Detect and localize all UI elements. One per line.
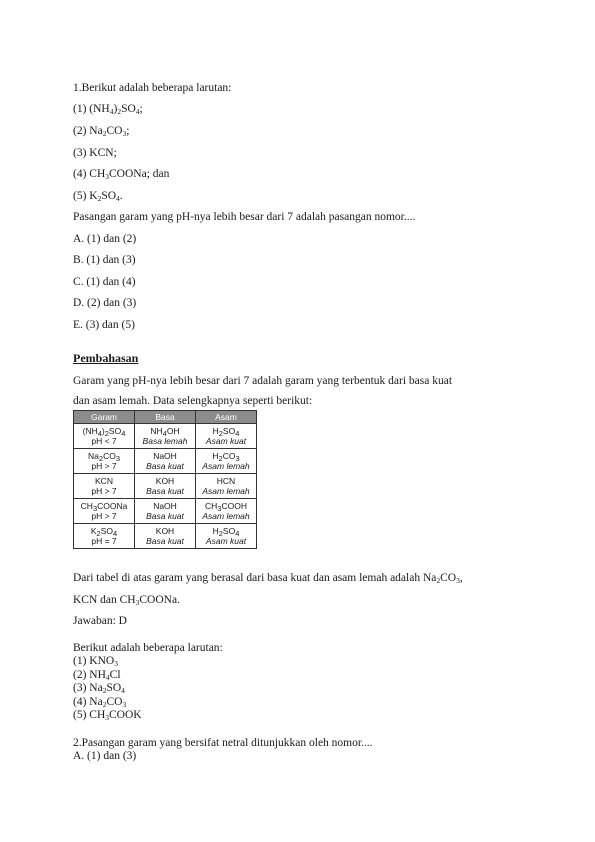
cell-asam: $CH_3COOH$ Asam lemah [196,499,257,524]
table-row [74,524,257,549]
header-asam: Asam [196,411,257,424]
header-basa: Basa [135,411,196,424]
q2-item-4: (4) $Na_2CO_3$ [73,696,127,709]
asam-note: Asam lemah [202,511,250,521]
q1-option-a: A. (1) dan (2) [73,233,137,245]
q1-intro: 1.Berikut adalah beberapa larutan: [73,82,232,94]
answer-line: Jawaban: D [73,615,127,627]
q1-item-2: (2) $Na_2CO_3$; [73,125,130,138]
basa-note: Basa kuat [146,486,184,496]
q2-option-a: A. (1) dan (3) [73,750,137,762]
table-row [74,499,257,524]
table-row [74,474,257,499]
asam-note: Asam kuat [205,536,247,546]
q2-item-2: (2) $NH_4Cl$ [73,669,121,682]
q2-question: 2.Pasangan garam yang bersifat netral ditunjukkan oleh nomor.... [73,737,373,749]
conclusion-line-2: KCN dan $CH_3COONa$. [73,594,180,607]
q1-item-4: (4) $CH_3COONa$; dan [73,168,170,181]
ph-label: pH < 7 [91,436,117,446]
ph-label: pH > 7 [91,511,117,521]
cell-basa: $NH_4OH$ Basa lemah [135,424,196,449]
cell-basa: KOH Basa kuat [135,524,196,549]
q1-item-5: (5) $K_2SO_4$. [73,190,123,203]
table-row [74,449,257,474]
asam-note: Asam lemah [202,486,250,496]
pembahasan-heading: Pembahasan [73,351,139,365]
basa-note: Basa lemah [142,436,188,446]
q2-item-5: (5) $CH_3COOK$ [73,709,142,722]
basa-note: Basa kuat [146,536,184,546]
cell-basa: KOH Basa kuat [135,474,196,499]
cell-asam: $H_2CO_3$ Asam lemah [196,449,257,474]
ph-label: pH > 7 [91,486,117,496]
conclusion-line-1: Dari tabel di atas garam yang berasal dari basa kuat dan asam lemah adalah $Na_2CO_3$, [73,572,463,585]
header-garam: Garam [74,411,135,424]
ph-label: pH > 7 [91,461,117,471]
q2-item-3: (3) $Na_2SO_4$ [73,682,125,695]
q1-item-3: (3) KCN; [73,147,117,159]
cell-asam: $H_2SO_4$ Asam kuat [196,424,257,449]
q2-intro: Berikut adalah beberapa larutan: [73,642,223,654]
q1-item-1: (1) $(NH_4)_2SO_4$; [73,103,143,116]
table-header-row [74,411,257,424]
cell-garam: $K_2SO_4$ pH = 7 [74,524,135,549]
basa-note: Basa kuat [146,461,184,471]
asam-note: Asam kuat [205,436,247,446]
q1-option-e: E. (3) dan (5) [73,319,135,331]
q1-option-c: C. (1) dan (4) [73,276,136,288]
ph-label: pH = 7 [91,536,117,546]
q1-option-b: B. (1) dan (3) [73,254,136,266]
table-row [74,424,257,449]
pembahasan-line-1: Garam yang pH-nya lebih besar dari 7 adalah garam yang terbentuk dari basa kuat [73,375,453,387]
cell-asam: $H_2SO_4$ Asam kuat [196,524,257,549]
cell-garam: $(NH_4)_2SO_4$ pH < 7 [74,424,135,449]
q2-item-1: (1) $KNO_3$ [73,655,118,668]
cell-garam: KCN pH > 7 [74,474,135,499]
cell-basa: NaOH Basa kuat [135,449,196,474]
cell-garam: $Na_2CO_3$ pH > 7 [74,449,135,474]
cell-basa: NaOH Basa kuat [135,499,196,524]
basa-note: Basa kuat [146,511,184,521]
cell-asam: HCN Asam lemah [196,474,257,499]
cell-garam: $CH_3COONa$ pH > 7 [74,499,135,524]
q1-option-d: D. (2) dan (3) [73,297,137,309]
q1-question: Pasangan garam yang pH-nya lebih besar dari 7 adalah pasangan nomor.... [73,211,416,223]
salt-table [73,410,257,549]
asam-note: Asam lemah [202,461,250,471]
pembahasan-line-2: dan asam lemah. Data selengkapnya seperti berikut: [73,395,313,407]
